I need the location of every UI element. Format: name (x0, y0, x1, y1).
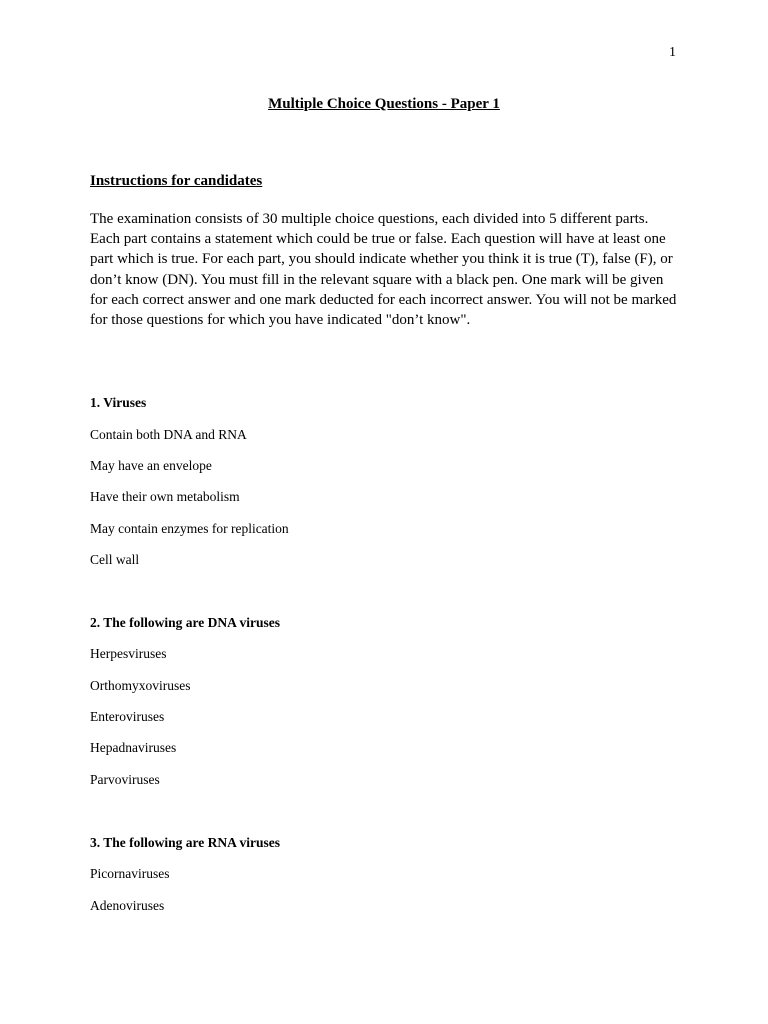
question-2-item-3: Enteroviruses (90, 709, 165, 724)
document-title-text: Multiple Choice Questions - Paper 1 (268, 96, 500, 112)
question-3-heading: 3. The following are RNA viruses (90, 835, 281, 850)
question-1-heading: 1. Viruses (90, 395, 147, 410)
question-1-item-4: May contain enzymes for replication (90, 521, 289, 536)
question-3-item-2: Adenoviruses (90, 898, 165, 913)
question-2-item-1: Herpesviruses (90, 646, 167, 661)
question-2-item-2: Orthomyxoviruses (90, 678, 191, 693)
question-2-item-4: Hepadnaviruses (90, 740, 177, 755)
instructions-body: The examination consists of 30 multiple choice questions, each divided into 5 different parts. Each part contains a statement which could be true or false. Each question will have at least one part which is true. For each part, you should indicate whether you think it is true (T), false (F), or don’t know (DN). You must fill in the relevant square with a black pen. One mark will be given for each correct answer and one mark deducted for each incorrect answer. You will not be marked for those questions for which you have indicated "don’t know". (90, 211, 677, 329)
question-1-item-1: Contain both DNA and RNA (90, 427, 247, 442)
document-title (0, 96, 768, 113)
instructions-heading: Instructions for candidates (90, 173, 263, 189)
question-1-item-2: May have an envelope (90, 458, 212, 473)
question-1-item-3: Have their own metabolism (90, 489, 240, 504)
question-2-heading: 2. The following are DNA viruses (90, 615, 281, 630)
question-1-item-5: Cell wall (90, 552, 140, 567)
question-2-item-5: Parvoviruses (90, 772, 160, 787)
question-3-item-1: Picornaviruses (90, 866, 170, 881)
page-number: 1 (669, 45, 676, 60)
